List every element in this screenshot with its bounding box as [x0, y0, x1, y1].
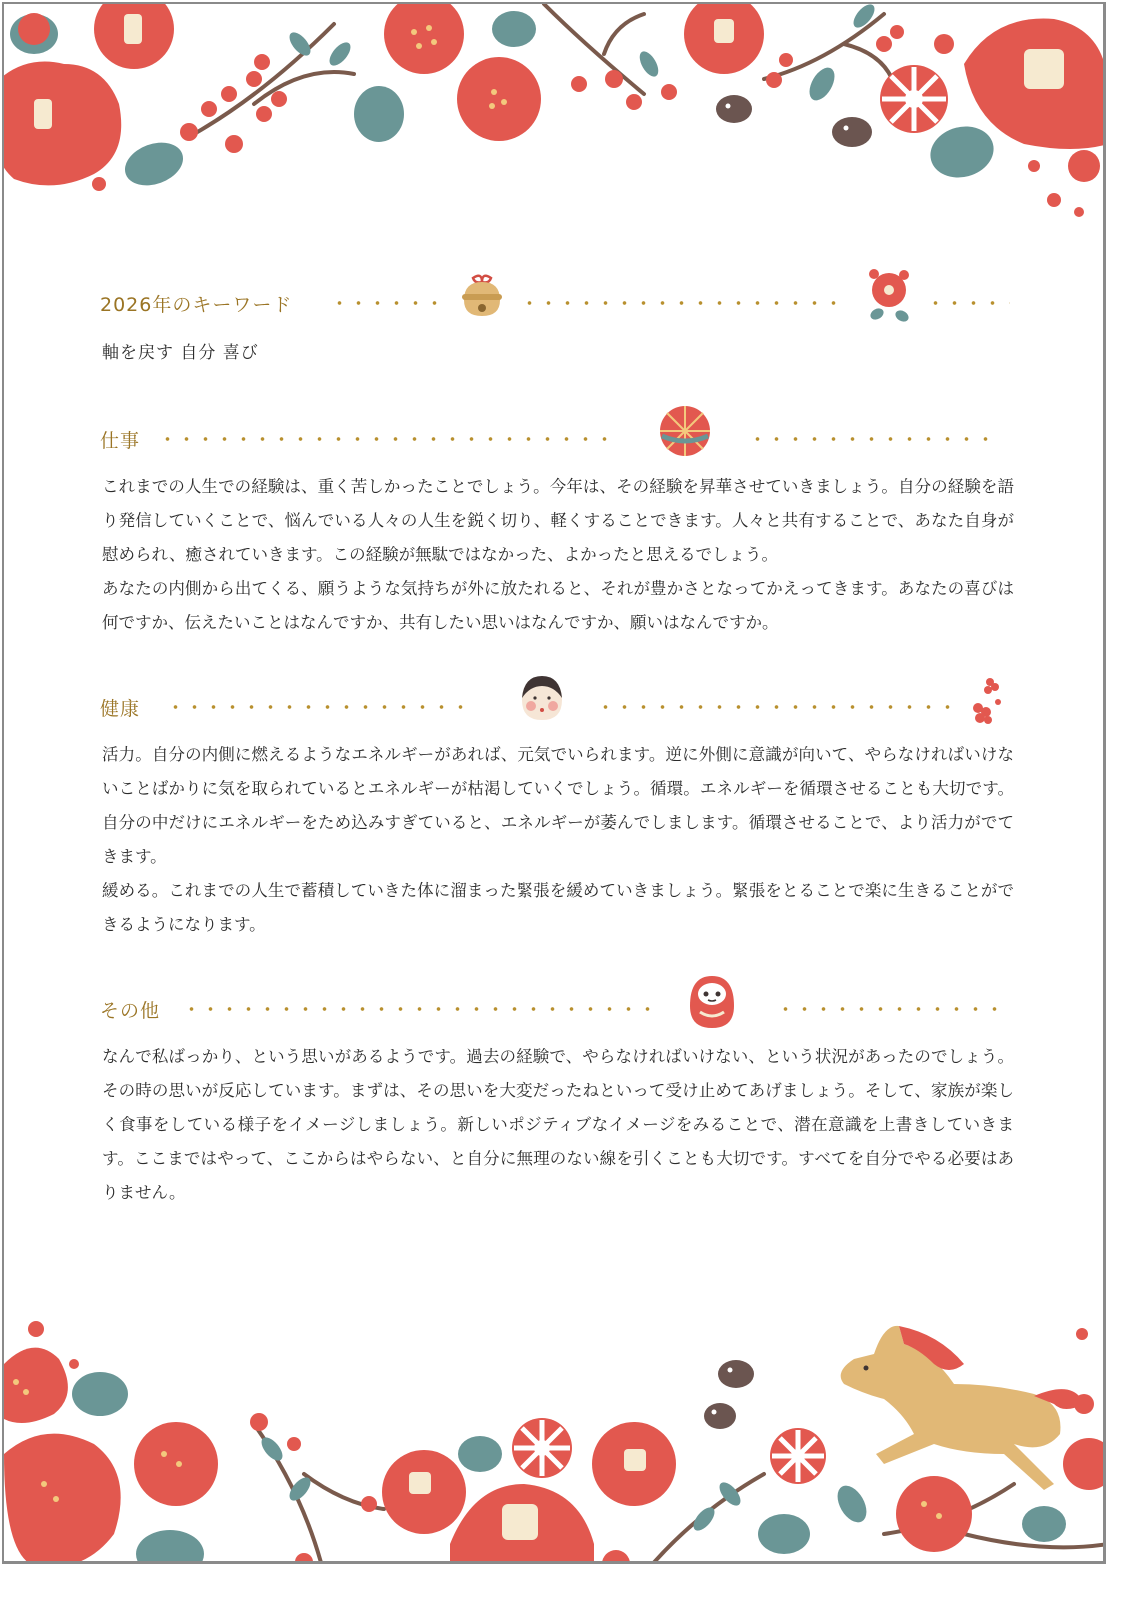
horse-illustration [841, 1326, 1084, 1490]
dotted-leader [776, 1006, 1000, 1012]
dotted-leader [330, 300, 440, 306]
other-section-title: その他 [100, 1000, 161, 1022]
plum-blossom-icon [968, 674, 1004, 728]
keyword-section-heading [100, 282, 1010, 322]
other-section-body: なんで私ばっかり、という思いがあるようです。過去の経験で、やらなければいけない、という状況があったのでしょう。その時の思いが反応しています。まずは、その思いを大変だったねといって受け止めてあげましょう。そして、家族が楽しく食事をしている様子をイメージしましょう。新しいポジティブなイメージをみることで、潜在意識を上書きしていきます。ここまではやって、ここからはやらない、と自分に無理のない線を引くことも大切です。すべてを自分でやる必要はありません。 [102, 1047, 1014, 1202]
work-section-title: 仕事 [100, 430, 141, 452]
temari-ball-icon [658, 404, 712, 458]
work-section-heading [100, 418, 1010, 458]
camellia-icon [866, 266, 912, 324]
letter-page [2, 2, 1106, 1564]
dotted-leader [520, 300, 840, 306]
keyword-values: 軸を戻す 自分 喜び [102, 343, 259, 363]
other-section-heading [100, 988, 1010, 1028]
health-section-heading [100, 686, 1010, 726]
dotted-leader [596, 704, 956, 710]
health-section-body: 活力。自分の内側に燃えるようなエネルギーがあれば、元気でいられます。逆に外側に意識が向いて、やらなければいけないことばかりに気を取られているとエネルギーが枯渇していくでしょう。循環。エネルギーを循環させることも大切です。自分の中だけにエネルギーをため込みすぎていると、エネルギーが萎んでしまします。循環させることで、より活力がでてきます。 緩める。これまでの人生で蓄積していきた体に溜まった緊張を緩めていきましょう。緊張をとることで楽に生きることができるようになります。 [102, 745, 1014, 934]
bell-icon [456, 270, 508, 322]
dotted-leader [166, 704, 476, 710]
dotted-leader [748, 436, 998, 442]
dotted-leader [926, 300, 1010, 306]
keyword-section-title: 2026年のキーワード [100, 294, 293, 316]
daruma-icon [686, 972, 738, 1030]
health-section-title: 健康 [100, 698, 141, 720]
bottom-floral-border [4, 1304, 1106, 1564]
top-floral-border [4, 4, 1106, 234]
work-section-body: これまでの人生での経験は、重く苦しかったことでしょう。今年は、その経験を昇華させていきましょう。自分の経験を語り発信していくことで、悩んでいる人々の人生を鋭く切り、軽くすることできます。人々と共有することで、あなた自身が慰められ、癒されていきます。この経験が無駄ではなかった、よかったと思えるでしょう。 あなたの内側から出てくる、願うような気持ちが外に放たれると、それが豊かさとなってかえってきます。あなたの喜びは何ですか、伝えたいことはなんですか、共有したい思いはなんですか、願いはなんですか。 [102, 477, 1014, 632]
dotted-leader [182, 1006, 652, 1012]
otafuku-face-icon [518, 672, 566, 724]
dotted-leader [158, 436, 618, 442]
